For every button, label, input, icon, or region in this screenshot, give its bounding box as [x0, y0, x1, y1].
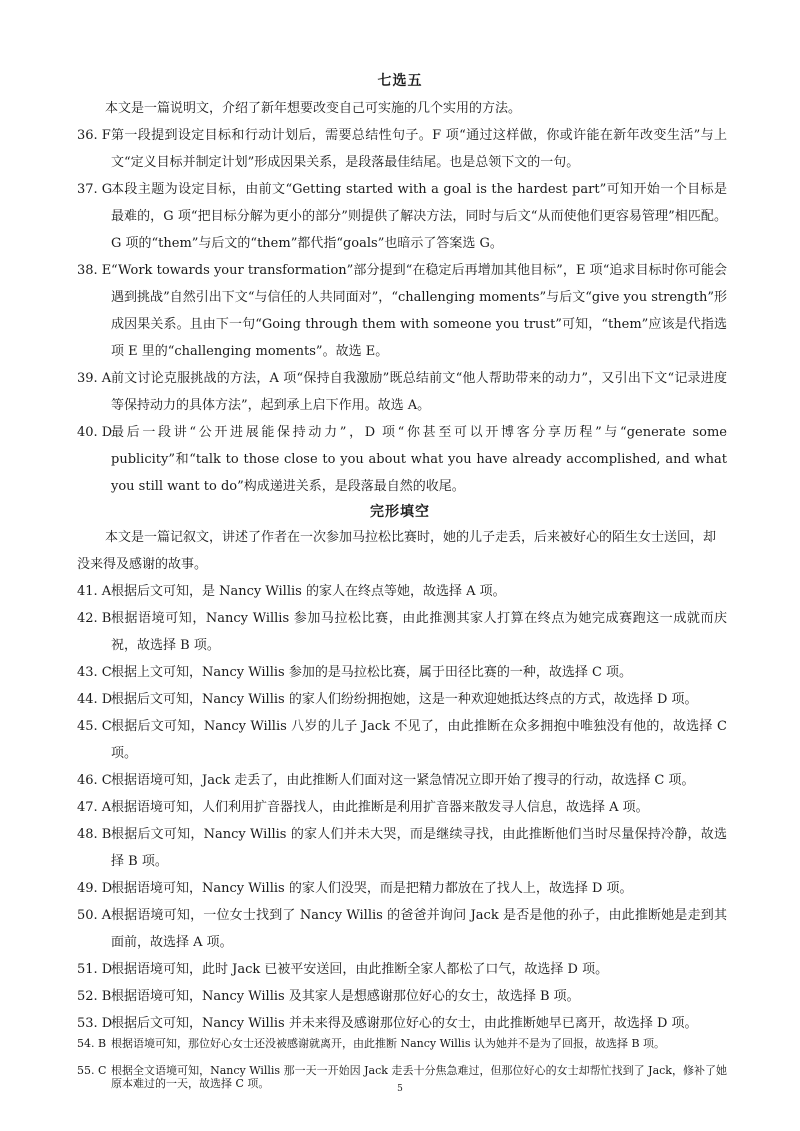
- section-intro: 本文是一篇说明文，介绍了新年想要改变自己可实施的几个实用的方法。: [105, 101, 522, 116]
- answer-number: 44. D: [77, 692, 113, 707]
- answer-explanation: 第一段提到设定目标和行动计划后，需要总结性句子。F 项“通过这样做，你或许能在新年改变生活”与上文“定义目标并制定计划”形成因果关系，是段落最佳结尾。也是总领下文的一句。: [111, 128, 727, 170]
- answer-explanation: 根据后文可知，Nancy Willis 八岁的儿子 Jack 不见了，由此推断在众多拥抱中唯独没有他的，故选择 C 项。: [111, 719, 727, 761]
- answer-number: 49. D: [77, 881, 113, 896]
- answer-number: 41. A: [77, 584, 112, 599]
- answer-number: 40. D: [77, 425, 113, 440]
- answer-item: [77, 956, 727, 983]
- answer-item: [77, 794, 727, 821]
- answer-explanation: 前文讨论克服挑战的方法，A 项“保持自我激励”既总结前文“他人帮助带来的动力”，又引出下文“记录进度等保持动力的具体方法”，起到承上启下作用。故选 A。: [111, 371, 727, 413]
- answer-explanation: “Work towards your transformation”部分提到“在稳定后再增加其他目标”，E 项“追求目标时你可能会遇到挑战”自然引出下文“与信任的人共同面对”，“challenging moments”与后文“give you strength”形成因果关系。且由下一句“Going through them with someone you trust”可知，“them”应该是代指选项 E 里的“challenging moments”。故选 E。: [111, 263, 727, 359]
- answer-item: [77, 176, 727, 257]
- answer-number: 53. D: [77, 1016, 113, 1031]
- answer-explanation: 根据语境可知，Nancy Willis 及其家人是想感谢那位好心的女士，故选择 B 项。: [111, 989, 580, 1004]
- answer-item: [77, 257, 727, 365]
- answer-explanation: 根据语境可知，那位好心女士还没被感谢就离开，由此推断 Nancy Willis 认为她并不是为了回报，故选择 B 项。: [111, 1037, 666, 1050]
- answer-item: [77, 821, 727, 875]
- answer-explanation: 根据后文可知，Nancy Willis 的家人们纷纷拥抱她，这是一种欢迎她抵达终点的方式，故选择 D 项。: [111, 692, 698, 707]
- answer-explanation: 根据语境可知，Nancy Willis 的家人们没哭，而是把精力都放在了找人上，故选择 D 项。: [111, 881, 633, 896]
- answer-explanation: 根据全文语境可知，Nancy Willis 那一天一开始因 Jack 走丢十分焦急难过，但那位好心的女士却帮忙找到了 Jack，修补了她原本难过的一天，故选择 C 项。: [111, 1064, 727, 1090]
- section-title-wanxingtiankong: 完形填空: [370, 504, 430, 520]
- answer-explanation: 本段主题为设定目标，由前文“Getting started with a goal is the hardest part”可知开始一个目标是最难的，G 项“把目标分解为更小的部分”则提供了解决方法，同时与后文“从而使他们更容易管理”相匹配。G 项的“them”与后文的“them”都代指“goals”也暗示了答案选 G。: [111, 182, 727, 251]
- answer-number: 52. B: [77, 989, 112, 1004]
- answer-number: 37. G: [77, 182, 113, 197]
- answer-item: [77, 122, 727, 176]
- answer-explanation: 根据后文可知，Nancy Willis 并未来得及感谢那位好心的女士，由此推断她早已离开，故选择 D 项。: [111, 1016, 698, 1031]
- answer-number: 47. A: [77, 800, 112, 815]
- answer-explanation: 根据后文可知，是 Nancy Willis 的家人在终点等她，故选择 A 项。: [111, 584, 506, 599]
- answer-item: [77, 605, 727, 659]
- answer-number: 39. A: [77, 371, 112, 386]
- answer-number: 55. C: [77, 1064, 107, 1077]
- answer-item: [77, 659, 727, 686]
- answer-explanation: 根据语境可知，Nancy Willis 参加马拉松比赛，由此推测其家人打算在终点为她完成赛跑这一成就而庆祝，故选择 B 项。: [111, 611, 727, 653]
- answer-explanation: 根据语境可知，一位女士找到了 Nancy Willis 的爸爸并询问 Jack 是否是他的孙子，由此推断她是走到其面前，故选择 A 项。: [111, 908, 727, 950]
- answer-item: [77, 983, 727, 1010]
- answer-explanation: 根据语境可知，此时 Jack 已被平安送回，由此推断全家人都松了口气，故选择 D 项。: [111, 962, 609, 977]
- answer-number: 50. A: [77, 908, 112, 923]
- answer-explanation: 根据上文可知，Nancy Willis 参加的是马拉松比赛，属于田径比赛的一种，故选择 C 项。: [111, 665, 633, 680]
- answer-item: [77, 713, 727, 767]
- answer-item: [77, 875, 727, 902]
- answer-explanation: 根据后文可知，Nancy Willis 的家人们并未大哭，而是继续寻找，由此推断他们当时尽量保持冷静，故选择 B 项。: [111, 827, 727, 869]
- section-title-qixuanwu: 七选五: [377, 73, 423, 89]
- answer-explanation: 根据语境可知，Jack 走丢了，由此推断人们面对这一紧急情况立即开始了搜寻的行动，故选择 C 项。: [111, 773, 695, 788]
- answer-item: [77, 365, 727, 419]
- answer-number: 54. B: [77, 1037, 107, 1050]
- answer-explanation: 根据语境可知，人们利用扩音器找人，由此推断是利用扩音器来散发寻人信息，故选择 A 项。: [111, 800, 649, 815]
- answer-number: 46. C: [77, 773, 112, 788]
- answer-number: 45. C: [77, 719, 112, 734]
- page-number: 5: [397, 1084, 403, 1094]
- answer-item: [77, 1010, 727, 1037]
- answer-item: [77, 902, 727, 956]
- section-intro: 本文是一篇记叙文，讲述了作者在一次参加马拉松比赛时，她的儿子走丢，后来被好心的陌生女士送回，却没来得及感谢的故事。: [77, 530, 717, 572]
- answer-number: 36. F: [77, 128, 111, 143]
- answer-number: 38. E: [77, 263, 112, 278]
- answer-number: 43. C: [77, 665, 112, 680]
- answer-explanation: 最后一段讲“公开进展能保持动力”，D 项“你甚至可以开博客分享历程”与“generate some publicity”和“talk to those close to you about what you have already accomplished, and what you still want to do”构成递进关系，是段落最自然的收尾。: [111, 425, 727, 494]
- answer-item: [77, 767, 727, 794]
- answer-number: 42. B: [77, 611, 112, 626]
- answer-number: 48. B: [77, 827, 112, 842]
- answer-item: [77, 1037, 727, 1050]
- answer-number: 51. D: [77, 962, 113, 977]
- answer-item: [77, 419, 727, 500]
- answer-item: [77, 1064, 727, 1090]
- answer-item: [77, 686, 727, 713]
- answer-item: [77, 578, 727, 605]
